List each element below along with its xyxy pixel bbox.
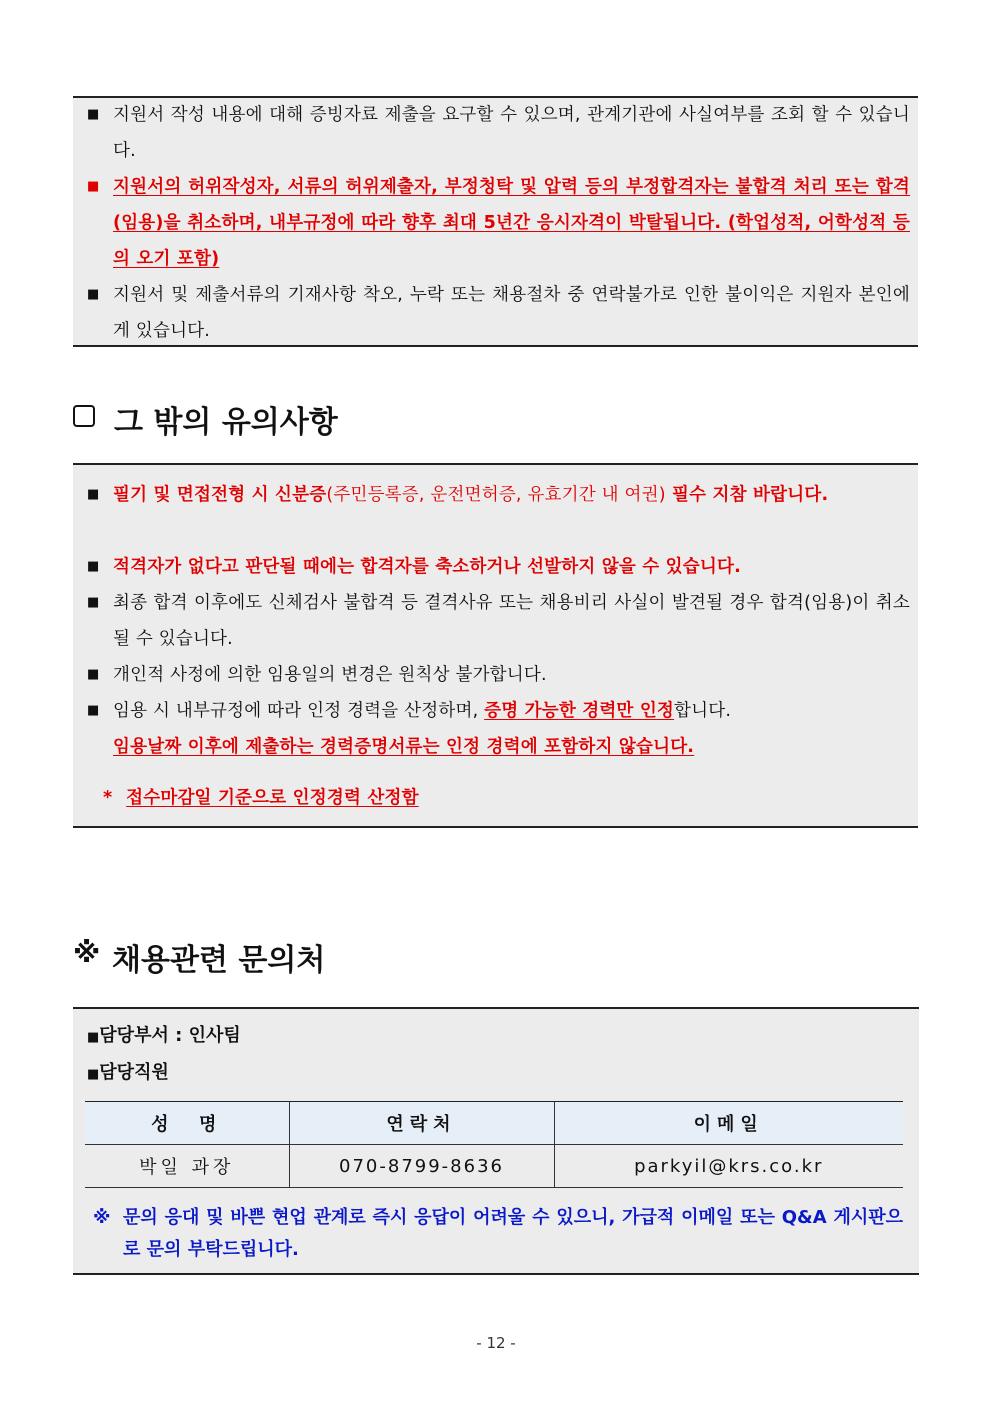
list-item-text: 개인적 사정에 의한 임용일의 변경은 원칙상 불가합니다. <box>113 665 547 685</box>
page-number: - 12 - <box>476 1334 516 1352</box>
list-item <box>87 169 910 277</box>
dept-label: ■담당부서 : 인사팀 <box>87 1025 241 1046</box>
section-title: 그 밖의 유의사항 <box>114 405 338 440</box>
asterisk-icon: * <box>103 788 113 808</box>
bullet-icon: ■ <box>87 179 100 194</box>
bullet-icon: ■ <box>87 559 100 574</box>
table-header-row <box>85 1102 903 1145</box>
list-item <box>87 657 910 693</box>
bullet-icon: ■ <box>87 287 100 302</box>
table-header-cell: 성 명 <box>85 1102 289 1145</box>
contact-table <box>85 1101 903 1188</box>
list-item-text: 지원서 작성 내용에 대해 증빙자료 제출을 요구할 수 있으며, 관계기관에 사실여부를 조회 할 수 있습니다. <box>113 105 910 161</box>
list-item-underlined-text: 증명 가능한 경력만 인정 <box>484 701 675 721</box>
list-item-text: 적격자가 없다고 판단될 때에는 합격자를 축소하거나 선발하지 않을 수 있습니다. <box>113 557 741 577</box>
contact-name: 박일 과장 <box>85 1145 289 1188</box>
list-item <box>87 585 910 657</box>
table-row <box>85 1145 903 1188</box>
table-header-cell: 연락처 <box>289 1102 554 1145</box>
list-item-text: 지원서의 허위작성자, 서류의 허위제출자, 부정청탁 및 압력 등의 부정합격자는 불합격 처리 또는 합격(임용)을 취소하며, 내부규정에 따라 향후 최대 5년간 응시자격이 박탈됩니다. (학업성적, 어학성적 등의 오기 포함) <box>113 177 910 269</box>
bullet-icon: ■ <box>87 1030 100 1045</box>
section-title: 채용관련 문의처 <box>112 943 326 978</box>
list-item-underlined-text: 임용날짜 이후에 제출하는 경력증명서류는 인정 경력에 포함하지 않습니다. <box>113 737 695 757</box>
bullet-icon: ■ <box>87 595 100 610</box>
checkbox-icon <box>73 405 95 427</box>
list-item-text: 최종 합격 이후에도 신체검사 불합격 등 결격사유 또는 채용비리 사실이 발견될 경우 합격(임용)이 취소될 수 있습니다. <box>113 593 910 649</box>
list-item-bold-text: 필수 지참 바랍니다. <box>665 485 829 505</box>
list-item <box>87 277 910 349</box>
contact-email[interactable]: parkyil@krs.co.kr <box>554 1145 903 1188</box>
bullet-icon: ■ <box>87 1067 100 1082</box>
table-header-cell: 이메일 <box>554 1102 903 1145</box>
reference-mark-icon: ※ <box>93 1207 111 1228</box>
contact-note-text: 문의 응대 및 바쁜 현업 관계로 즉시 응답이 어려울 수 있으니, 가급적 이메일 또는 Q&A 게시판으로 문의 부탁드립니다. <box>123 1207 903 1260</box>
contact-phone: 070-8799-8636 <box>289 1145 554 1188</box>
notice-box-1 <box>73 96 918 347</box>
note-text: 접수마감일 기준으로 인정경력 산정함 <box>126 788 419 808</box>
list-item <box>87 549 910 585</box>
bullet-icon: ■ <box>87 487 100 502</box>
bullet-icon: ■ <box>87 107 100 122</box>
reference-mark-icon: ※ <box>73 936 101 969</box>
contact-box <box>73 1007 919 1275</box>
staff-label: ■담당직원 <box>87 1062 169 1083</box>
list-item-text: 합니다. <box>674 701 732 721</box>
list-item-text: (주민등록증, 운전면허증, 유효기간 내 여권) <box>326 485 666 505</box>
notice-box-2 <box>73 463 918 828</box>
bullet-icon: ■ <box>87 703 100 718</box>
list-item-text: 지원서 및 제출서류의 기재사항 착오, 누락 또는 채용절차 중 연락불가로 인한 불이익은 지원자 본인에게 있습니다. <box>113 285 910 341</box>
list-item <box>87 693 910 765</box>
list-item-bold-text: 필기 및 면접전형 시 신분증 <box>113 485 327 505</box>
bullet-icon: ■ <box>87 667 100 682</box>
contact-note <box>93 1202 903 1266</box>
list-item <box>87 477 910 513</box>
note-line <box>103 780 910 816</box>
list-item-text: 임용 시 내부규정에 따라 인정 경력을 산정하며, <box>113 701 485 721</box>
list-item <box>87 97 910 169</box>
